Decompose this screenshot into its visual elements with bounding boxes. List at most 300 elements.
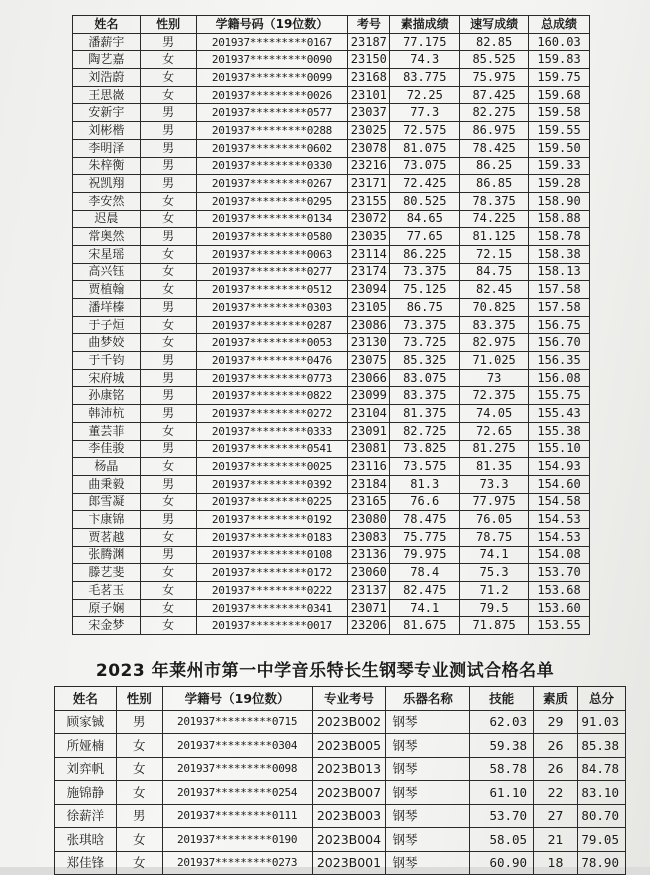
table-cell: 男 (140, 387, 196, 405)
table-row (73, 316, 590, 334)
table-cell: 79.975 (390, 546, 460, 564)
table-row (73, 387, 590, 405)
header-cell: 性别 (140, 16, 196, 34)
table-cell: 82.475 (390, 582, 460, 600)
table-cell: 徐薪洋 (55, 804, 117, 828)
table-cell: 83.075 (390, 369, 460, 387)
table-cell: 74.3 (390, 51, 460, 69)
table-cell: 23078 (348, 139, 390, 157)
table-cell: 201937*********0392 (196, 475, 348, 493)
table-cell: 78.375 (460, 192, 529, 210)
table-cell: 男 (116, 710, 162, 734)
table-header-row (55, 687, 626, 711)
table-cell: 156.75 (529, 316, 590, 334)
table-cell: 201937*********0225 (196, 493, 348, 511)
table-cell: 女 (140, 493, 196, 511)
table-cell: 23025 (348, 122, 390, 140)
table-cell: 23037 (348, 104, 390, 122)
table-cell: 郎雪凝 (73, 493, 141, 511)
table-cell: 201937*********0254 (162, 781, 312, 805)
table-cell: 201937*********0822 (196, 387, 348, 405)
table-cell: 155.10 (529, 440, 590, 458)
table-cell: 156.35 (529, 352, 590, 370)
table-cell: 于千钧 (73, 352, 141, 370)
table-cell: 72.15 (460, 245, 529, 263)
table-row (73, 564, 590, 582)
table-cell: 曲秉毅 (73, 475, 141, 493)
table-cell: 83.10 (577, 781, 625, 805)
table-cell: 顾家铖 (55, 710, 117, 734)
table-cell: 23101 (348, 86, 390, 104)
table-cell: 23130 (348, 334, 390, 352)
table-cell: 201937*********0063 (196, 245, 348, 263)
table-cell: 2023B001 (312, 851, 386, 875)
table-cell: 86.975 (460, 122, 529, 140)
table-cell: 71.875 (460, 617, 529, 635)
table-row (55, 734, 626, 758)
table-cell: 81.075 (390, 139, 460, 157)
table-cell: 23075 (348, 352, 390, 370)
table-cell: 刘弈帆 (55, 757, 117, 781)
table-cell: 201937*********0053 (196, 334, 348, 352)
table-cell: 杨晶 (73, 458, 141, 476)
table-cell: 201937*********0267 (196, 175, 348, 193)
table-cell: 75.3 (460, 564, 529, 582)
table-cell: 23094 (348, 281, 390, 299)
table-cell: 73.575 (390, 458, 460, 476)
table-cell: 女 (140, 564, 196, 582)
table-cell: 58.05 (470, 828, 534, 852)
table-cell: 潘薪宇 (73, 33, 141, 51)
table-cell: 73.375 (390, 316, 460, 334)
table-cell: 82.975 (460, 334, 529, 352)
table-cell: 159.33 (529, 157, 590, 175)
table-cell: 滕艺斐 (73, 564, 141, 582)
table-cell: 张腾渊 (73, 546, 141, 564)
table-cell: 81.35 (460, 458, 529, 476)
table-row (73, 352, 590, 370)
table-cell: 158.13 (529, 263, 590, 281)
table-cell: 81.125 (460, 228, 529, 246)
table-cell: 女 (140, 192, 196, 210)
table-cell: 男 (140, 511, 196, 529)
table-cell: 83.375 (460, 316, 529, 334)
table-cell: 23206 (348, 617, 390, 635)
table-cell: 91.03 (577, 710, 625, 734)
table-cell: 李明泽 (73, 139, 141, 157)
table-cell: 女 (140, 263, 196, 281)
table-cell: 78.475 (390, 511, 460, 529)
table-cell: 61.10 (470, 781, 534, 805)
table-cell: 男 (140, 175, 196, 193)
table-cell: 21 (534, 828, 578, 852)
table-cell: 郑佳锋 (55, 851, 117, 875)
table-row (73, 475, 590, 493)
table-cell: 72.25 (390, 86, 460, 104)
table-cell: 85.525 (460, 51, 529, 69)
table-cell: 201937*********0098 (162, 757, 312, 781)
table-cell: 154.08 (529, 546, 590, 564)
header-cell: 乐器名称 (386, 687, 470, 711)
table-row (73, 546, 590, 564)
table-cell: 83.775 (390, 69, 460, 87)
table-cell: 2023B005 (312, 734, 386, 758)
table-cell: 76.05 (460, 511, 529, 529)
table-cell: 朱梓衡 (73, 157, 141, 175)
table-cell: 159.28 (529, 175, 590, 193)
table-cell: 153.68 (529, 582, 590, 600)
table-cell: 201937*********0017 (196, 617, 348, 635)
table-cell: 81.3 (390, 475, 460, 493)
table-cell: 23174 (348, 263, 390, 281)
table-cell: 29 (534, 710, 578, 734)
table-cell: 158.88 (529, 210, 590, 228)
table-row (73, 281, 590, 299)
table-cell: 73.825 (390, 440, 460, 458)
table-row (55, 757, 626, 781)
table-cell: 李佳骏 (73, 440, 141, 458)
table-cell: 男 (140, 405, 196, 423)
table-cell: 女 (140, 617, 196, 635)
sketch-results-table (72, 15, 590, 635)
table-cell: 迟晨 (73, 210, 141, 228)
table-cell: 84.65 (390, 210, 460, 228)
table-cell: 201937*********0541 (196, 440, 348, 458)
table-row (73, 210, 590, 228)
table-cell: 常奥然 (73, 228, 141, 246)
table-cell: 2023B007 (312, 781, 386, 805)
table-cell: 23150 (348, 51, 390, 69)
header-cell: 速写成绩 (460, 16, 529, 34)
table-cell: 男 (140, 475, 196, 493)
table-row (73, 104, 590, 122)
table-cell: 201937*********0099 (196, 69, 348, 87)
table-cell: 23155 (348, 192, 390, 210)
table-cell: 钢琴 (386, 804, 470, 828)
table-cell: 70.825 (460, 299, 529, 317)
table-cell: 施锦静 (55, 781, 117, 805)
table-cell: 23168 (348, 69, 390, 87)
table-cell: 71.2 (460, 582, 529, 600)
table-cell: 159.50 (529, 139, 590, 157)
piano-results-table (54, 686, 626, 875)
table-cell: 2023B003 (312, 804, 386, 828)
table-row (73, 369, 590, 387)
table-cell: 201937*********0277 (196, 263, 348, 281)
table-cell: 77.975 (460, 493, 529, 511)
table-cell: 53.70 (470, 804, 534, 828)
table-cell: 27 (534, 804, 578, 828)
table-cell: 159.68 (529, 86, 590, 104)
table-cell: 22 (534, 781, 578, 805)
table-cell: 钢琴 (386, 851, 470, 875)
table-cell: 85.325 (390, 352, 460, 370)
table-cell: 201937*********0333 (196, 422, 348, 440)
table-cell: 201937*********0026 (196, 86, 348, 104)
table-cell: 82.725 (390, 422, 460, 440)
table-cell: 女 (140, 245, 196, 263)
table-cell: 79.5 (460, 599, 529, 617)
table-cell: 刘彬楷 (73, 122, 141, 140)
table-cell: 曲梦姣 (73, 334, 141, 352)
table-cell: 201937*********0134 (196, 210, 348, 228)
table-cell: 陶艺嘉 (73, 51, 141, 69)
table-cell: 孙康铭 (73, 387, 141, 405)
table-cell: 男 (116, 804, 162, 828)
table-row (73, 139, 590, 157)
table-cell: 男 (140, 546, 196, 564)
table-cell: 23165 (348, 493, 390, 511)
table-cell: 201937*********0476 (196, 352, 348, 370)
table-cell: 86.85 (460, 175, 529, 193)
table-cell: 23137 (348, 582, 390, 600)
table-cell: 154.60 (529, 475, 590, 493)
table-cell: 79.05 (577, 828, 625, 852)
table-cell: 23099 (348, 387, 390, 405)
table-cell: 男 (140, 369, 196, 387)
table-cell: 2023B004 (312, 828, 386, 852)
table-cell: 钢琴 (386, 710, 470, 734)
table-cell: 女 (140, 528, 196, 546)
table-cell: 82.45 (460, 281, 529, 299)
table-cell: 女 (116, 757, 162, 781)
table-cell: 60.90 (470, 851, 534, 875)
header-cell: 总分 (577, 687, 625, 711)
table-cell: 72.575 (390, 122, 460, 140)
table-cell: 23171 (348, 175, 390, 193)
table-cell: 72.65 (460, 422, 529, 440)
table-cell: 153.70 (529, 564, 590, 582)
table-cell: 201937*********0190 (162, 828, 312, 852)
table-row (73, 599, 590, 617)
table-cell: 贾植翰 (73, 281, 141, 299)
header-cell: 姓名 (55, 687, 117, 711)
table-cell: 201937*********0304 (162, 734, 312, 758)
table-row (55, 828, 626, 852)
table-cell: 女 (140, 210, 196, 228)
table-cell: 23105 (348, 299, 390, 317)
table-cell: 男 (140, 122, 196, 140)
table-cell: 男 (140, 33, 196, 51)
table-row (73, 582, 590, 600)
table-cell: 高兴钰 (73, 263, 141, 281)
table-cell: 58.78 (470, 757, 534, 781)
table-cell: 160.03 (529, 33, 590, 51)
table-row (55, 781, 626, 805)
table-cell: 原子娴 (73, 599, 141, 617)
table-cell: 男 (140, 299, 196, 317)
table-cell: 156.08 (529, 369, 590, 387)
table-cell: 201937*********0222 (196, 582, 348, 600)
table-cell: 201937*********0580 (196, 228, 348, 246)
table-cell: 女 (140, 458, 196, 476)
table-cell: 女 (116, 828, 162, 852)
header-cell: 学籍号（19位数） (162, 687, 312, 711)
table-cell: 153.55 (529, 617, 590, 635)
table-cell: 154.53 (529, 528, 590, 546)
table-cell: 23060 (348, 564, 390, 582)
table-cell: 201937*********0773 (196, 369, 348, 387)
table-cell: 毛茗玉 (73, 582, 141, 600)
table-row (73, 528, 590, 546)
table-cell: 81.375 (390, 405, 460, 423)
table-cell: 23071 (348, 599, 390, 617)
table-cell: 77.175 (390, 33, 460, 51)
table-cell: 84.75 (460, 263, 529, 281)
table-cell: 84.78 (577, 757, 625, 781)
table-cell: 154.53 (529, 511, 590, 529)
table-cell: 23091 (348, 422, 390, 440)
table-cell: 男 (140, 352, 196, 370)
table-cell: 76.6 (390, 493, 460, 511)
table-cell: 73.075 (390, 157, 460, 175)
table-cell: 于子烜 (73, 316, 141, 334)
table-cell: 201937*********0272 (196, 405, 348, 423)
table-row (55, 804, 626, 828)
table-cell: 女 (116, 851, 162, 875)
table-cell: 159.75 (529, 69, 590, 87)
table-cell: 85.38 (577, 734, 625, 758)
table-cell: 71.025 (460, 352, 529, 370)
header-cell: 素描成绩 (390, 16, 460, 34)
table-cell: 钢琴 (386, 734, 470, 758)
table-cell: 201937*********0273 (162, 851, 312, 875)
table-cell: 62.03 (470, 710, 534, 734)
table-row (55, 710, 626, 734)
table-cell: 82.275 (460, 104, 529, 122)
table-cell: 女 (140, 334, 196, 352)
table-row (73, 175, 590, 193)
table-cell: 75.775 (390, 528, 460, 546)
table-cell: 23116 (348, 458, 390, 476)
table-cell: 女 (140, 86, 196, 104)
table-cell: 73.3 (460, 475, 529, 493)
table-cell: 81.275 (460, 440, 529, 458)
table-cell: 83.375 (390, 387, 460, 405)
header-cell: 姓名 (73, 16, 141, 34)
table-cell: 157.58 (529, 281, 590, 299)
table-cell: 201937*********0183 (196, 528, 348, 546)
table-cell: 75.975 (460, 69, 529, 87)
table-row (73, 245, 590, 263)
table-cell: 201937*********0025 (196, 458, 348, 476)
table-cell: 156.70 (529, 334, 590, 352)
table-row (73, 511, 590, 529)
table-cell: 男 (140, 440, 196, 458)
table-cell: 女 (140, 316, 196, 334)
table-cell: 23072 (348, 210, 390, 228)
table-cell: 潘垟榛 (73, 299, 141, 317)
table-cell: 86.25 (460, 157, 529, 175)
table-row (73, 617, 590, 635)
header-cell: 性别 (116, 687, 162, 711)
table-cell: 安新宇 (73, 104, 141, 122)
table-cell: 刘浩蔚 (73, 69, 141, 87)
table-cell: 23104 (348, 405, 390, 423)
header-cell: 素质 (534, 687, 578, 711)
table-cell: 82.85 (460, 33, 529, 51)
table-row (73, 334, 590, 352)
table-cell: 158.38 (529, 245, 590, 263)
table-row (73, 458, 590, 476)
table-row (73, 405, 590, 423)
table-cell: 201937*********0512 (196, 281, 348, 299)
table-cell: 158.90 (529, 192, 590, 210)
table-cell: 所娅楠 (55, 734, 117, 758)
table-cell: 159.55 (529, 122, 590, 140)
table-cell: 23066 (348, 369, 390, 387)
table-cell: 73.725 (390, 334, 460, 352)
table-cell: 201937*********0287 (196, 316, 348, 334)
table-cell: 201937*********0715 (162, 710, 312, 734)
table-cell: 贾茗越 (73, 528, 141, 546)
header-cell: 专业考号 (312, 687, 386, 711)
table-row (73, 493, 590, 511)
table-cell: 宋金梦 (73, 617, 141, 635)
table-cell: 201937*********0108 (196, 546, 348, 564)
table-cell: 男 (140, 139, 196, 157)
table-cell: 201937*********0602 (196, 139, 348, 157)
table-cell: 155.43 (529, 405, 590, 423)
table-cell: 159.58 (529, 104, 590, 122)
table-cell: 23080 (348, 511, 390, 529)
table-row (73, 86, 590, 104)
table-row (73, 157, 590, 175)
table-cell: 男 (140, 104, 196, 122)
table-cell: 女 (140, 582, 196, 600)
table-cell: 26 (534, 734, 578, 758)
table-cell: 男 (140, 157, 196, 175)
table-cell: 钢琴 (386, 828, 470, 852)
table-cell: 18 (534, 851, 578, 875)
table-cell: 23114 (348, 245, 390, 263)
table-header-row (73, 16, 590, 34)
table-cell: 153.60 (529, 599, 590, 617)
table-cell: 201937*********0341 (196, 599, 348, 617)
table-cell: 86.75 (390, 299, 460, 317)
table-cell: 201937*********0111 (162, 804, 312, 828)
page-title: 2023 年莱州市第一中学音乐特长生钢琴专业测试合格名单 (95, 661, 555, 681)
table-cell: 155.75 (529, 387, 590, 405)
table-cell: 女 (140, 69, 196, 87)
table-cell: 董芸菲 (73, 422, 141, 440)
table-row (73, 192, 590, 210)
table-row (73, 299, 590, 317)
table-cell: 154.93 (529, 458, 590, 476)
table-cell: 87.425 (460, 86, 529, 104)
table-row (73, 228, 590, 246)
table-cell: 154.58 (529, 493, 590, 511)
table-cell: 201937*********0192 (196, 511, 348, 529)
table-cell: 73 (460, 369, 529, 387)
table-cell: 78.75 (460, 528, 529, 546)
table-cell: 钢琴 (386, 781, 470, 805)
table-cell: 77.65 (390, 228, 460, 246)
table-cell: 卞康锦 (73, 511, 141, 529)
table-cell: 201937*********0295 (196, 192, 348, 210)
table-cell: 78.90 (577, 851, 625, 875)
table-cell: 201937*********0090 (196, 51, 348, 69)
table-cell: 74.1 (460, 546, 529, 564)
table-cell: 2023B013 (312, 757, 386, 781)
table-cell: 75.125 (390, 281, 460, 299)
table-cell: 李安然 (73, 192, 141, 210)
table-cell: 祝凯翔 (73, 175, 141, 193)
table-cell: 23187 (348, 33, 390, 51)
table-cell: 72.375 (460, 387, 529, 405)
table-cell: 158.78 (529, 228, 590, 246)
table-cell: 23136 (348, 546, 390, 564)
